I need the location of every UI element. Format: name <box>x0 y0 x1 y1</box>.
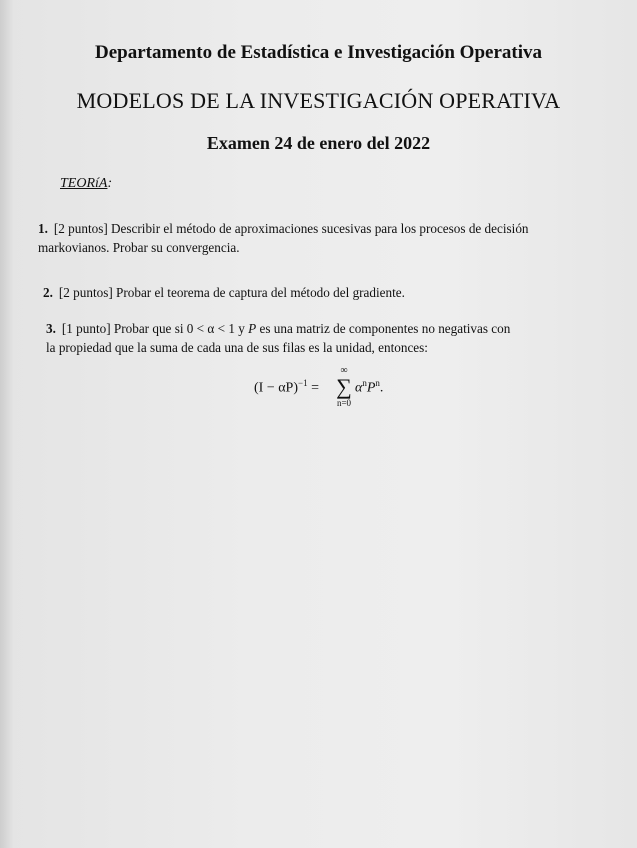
question-number: 2. <box>43 285 53 300</box>
question-3 <box>46 319 606 357</box>
alpha-exponent: n <box>362 378 367 388</box>
question-text-line1: [2 puntos] Describir el método de aproximaciones sucesivas para los procesos de decisión <box>53 221 529 236</box>
sum-lower-limit: n=0 <box>336 398 352 408</box>
sum-upper-limit: ∞ <box>340 365 348 376</box>
page-edge-shadow <box>0 0 14 848</box>
question-text-line2: la propiedad que la suma de cada una de sus filas es la unidad, entonces: <box>46 340 428 355</box>
summation <box>334 366 354 408</box>
formula-period: . <box>379 380 384 396</box>
neumann-series-formula <box>254 366 454 416</box>
formula-rhs <box>355 378 383 397</box>
formula-lhs-exponent: −1 <box>298 378 308 388</box>
p-base: P <box>366 380 376 396</box>
question-2 <box>43 283 603 302</box>
question-text-line1a: [1 punto] Probar que si 0 < α < 1 y <box>61 321 249 336</box>
exam-date-title: Examen 24 de enero del 2022 <box>206 133 431 153</box>
question-text-line1: [2 puntos] Probar el teorema de captura del método del gradiente. <box>58 285 405 300</box>
p-exponent: n <box>375 378 380 388</box>
sum-symbol: ∑ <box>336 374 352 399</box>
question-text-line1b: es una matriz de componentes no negativas con <box>256 321 511 336</box>
department-title: Departamento de Estadística e Investigación Operativa <box>95 42 542 63</box>
section-heading: TEORíA <box>60 176 108 191</box>
course-title: MODELOS DE LA INVESTIGACIÓN OPERATIVA <box>76 88 561 113</box>
matrix-variable: P <box>248 321 257 336</box>
formula-equals: = <box>307 380 319 396</box>
formula-lhs <box>254 378 319 397</box>
section-theory <box>60 176 112 192</box>
question-number: 3. <box>46 321 56 336</box>
question-text-line2: markovianos. Probar su convergencia. <box>38 240 240 255</box>
question-1 <box>38 219 598 257</box>
formula-lhs-base: (I − αP) <box>254 380 299 396</box>
question-number: 1. <box>38 221 48 236</box>
section-colon: : <box>107 176 113 191</box>
alpha-base: α <box>355 380 363 396</box>
